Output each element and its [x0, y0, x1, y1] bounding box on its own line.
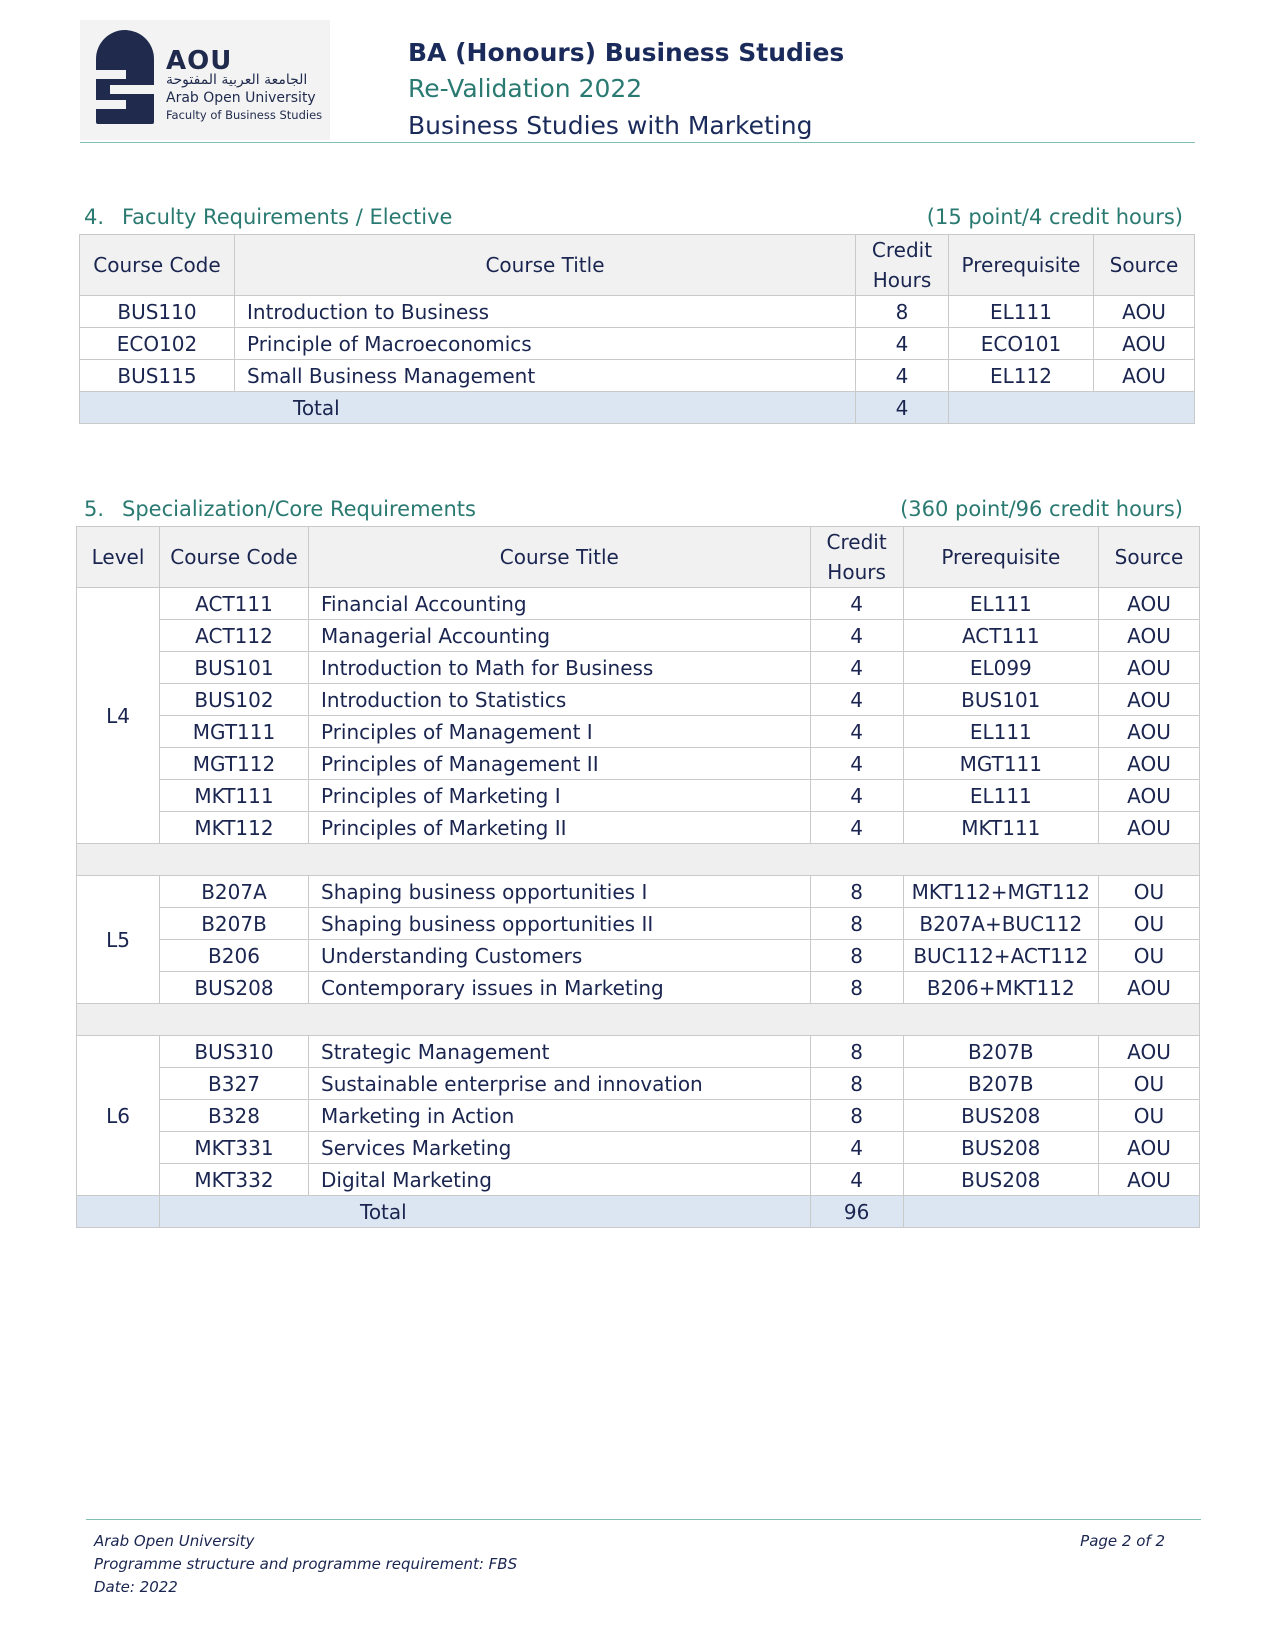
source: OU: [1099, 1068, 1200, 1100]
footer-date: Date: 2022: [94, 1578, 178, 1596]
course-title: Strategic Management: [309, 1036, 811, 1068]
course-code: MKT331: [160, 1132, 309, 1164]
credit-hours: 8: [810, 1036, 903, 1068]
table-row: [77, 780, 1200, 812]
course-code: MGT112: [160, 748, 309, 780]
col-course-code: Course Code: [80, 235, 235, 296]
credit-hours: 4: [810, 812, 903, 844]
prerequisite: BUS208: [903, 1132, 1098, 1164]
header-divider: [80, 142, 1195, 143]
col-source: Source: [1099, 527, 1200, 588]
table-row: [77, 588, 1200, 620]
source: AOU: [1099, 620, 1200, 652]
level-separator: [77, 844, 1200, 876]
document-subtitle: Re-Validation 2022: [408, 74, 643, 103]
col-course-code: Course Code: [160, 527, 309, 588]
table-row: [77, 1068, 1200, 1100]
source: AOU: [1099, 684, 1200, 716]
col-course-title: Course Title: [309, 527, 811, 588]
source: AOU: [1099, 1132, 1200, 1164]
credit-hours: 4: [856, 328, 949, 360]
credit-hours: 4: [810, 780, 903, 812]
col-course-title: Course Title: [235, 235, 856, 296]
prerequisite: EL111: [903, 780, 1098, 812]
source: AOU: [1099, 748, 1200, 780]
prerequisite: BUS208: [903, 1100, 1098, 1132]
section5-heading: [84, 497, 476, 521]
prerequisite: EL099: [903, 652, 1098, 684]
course-title: Contemporary issues in Marketing: [309, 972, 811, 1004]
prerequisite: ECO101: [949, 328, 1094, 360]
table-row: [77, 1036, 1200, 1068]
course-code: MKT112: [160, 812, 309, 844]
footer-doc: Programme structure and programme requirement: FBS: [94, 1555, 518, 1573]
total-label: Total: [80, 392, 856, 424]
source: AOU: [1094, 360, 1195, 392]
prerequisite: BUC112+ACT112: [903, 940, 1098, 972]
course-code: ECO102: [80, 328, 235, 360]
course-code: B328: [160, 1100, 309, 1132]
course-code: ACT111: [160, 588, 309, 620]
footer-divider: [86, 1519, 1201, 1520]
prerequisite: EL112: [949, 360, 1094, 392]
university-logo: [80, 20, 330, 140]
prerequisite: BUS208: [903, 1164, 1098, 1196]
course-title: Managerial Accounting: [309, 620, 811, 652]
logo-abbr: AOU: [166, 46, 233, 76]
total-row: [80, 392, 1195, 424]
prerequisite: B206+MKT112: [903, 972, 1098, 1004]
course-title: Sustainable enterprise and innovation: [309, 1068, 811, 1100]
table-row: [77, 1100, 1200, 1132]
document-pathway: Business Studies with Marketing: [408, 111, 813, 140]
credit-hours: 4: [856, 360, 949, 392]
section5-title: Specialization/Core Requirements: [122, 497, 476, 521]
course-code: BUS102: [160, 684, 309, 716]
col-source: Source: [1094, 235, 1195, 296]
prerequisite: EL111: [949, 296, 1094, 328]
credit-hours: 8: [810, 876, 903, 908]
course-title: Shaping business opportunities I: [309, 876, 811, 908]
logo-english-name: Arab Open University: [166, 90, 316, 106]
table-row: [77, 684, 1200, 716]
credit-hours: 8: [810, 908, 903, 940]
logo-arabic-name: الجامعة العربية المفتوحة: [166, 72, 308, 88]
source: AOU: [1099, 972, 1200, 1004]
col-prerequisite: Prerequisite: [949, 235, 1094, 296]
level-cell: L5: [77, 876, 160, 1004]
total-label: Total: [160, 1196, 811, 1228]
course-code: BUS101: [160, 652, 309, 684]
section4-credits: (15 point/4 credit hours): [926, 205, 1183, 229]
table-row: [77, 812, 1200, 844]
credit-hours: 4: [810, 1164, 903, 1196]
col-prerequisite: Prerequisite: [903, 527, 1098, 588]
source: AOU: [1099, 716, 1200, 748]
course-title: Principles of Marketing I: [309, 780, 811, 812]
specialization-table: [76, 526, 1200, 1228]
credit-hours: 4: [810, 620, 903, 652]
course-code: BUS208: [160, 972, 309, 1004]
course-code: B327: [160, 1068, 309, 1100]
section4-title: Faculty Requirements / Elective: [122, 205, 453, 229]
table-row: [77, 908, 1200, 940]
col-level: Level: [77, 527, 160, 588]
prerequisite: B207B: [903, 1068, 1098, 1100]
total-row: [77, 1196, 1200, 1228]
section4-heading: [84, 205, 452, 229]
prerequisite: ACT111: [903, 620, 1098, 652]
course-code: B206: [160, 940, 309, 972]
col-credit-hours: Credit Hours: [810, 527, 903, 588]
prerequisite: MKT111: [903, 812, 1098, 844]
prerequisite: EL111: [903, 588, 1098, 620]
course-title: Marketing in Action: [309, 1100, 811, 1132]
source: OU: [1099, 1100, 1200, 1132]
course-title: Small Business Management: [235, 360, 856, 392]
source: OU: [1099, 876, 1200, 908]
source: AOU: [1094, 296, 1195, 328]
total-value: 4: [856, 392, 949, 424]
source: AOU: [1099, 588, 1200, 620]
course-code: MGT111: [160, 716, 309, 748]
credit-hours: 4: [810, 652, 903, 684]
course-code: BUS310: [160, 1036, 309, 1068]
aou-logo-icon: [96, 30, 154, 124]
table-row: [80, 296, 1195, 328]
course-title: Principles of Marketing II: [309, 812, 811, 844]
course-code: B207B: [160, 908, 309, 940]
table-row: [77, 716, 1200, 748]
footer-org: Arab Open University: [94, 1532, 255, 1550]
footer-page-number: Page 2 of 2: [1080, 1532, 1165, 1550]
table-row: [77, 972, 1200, 1004]
credit-hours: 8: [810, 1100, 903, 1132]
table-row: [77, 652, 1200, 684]
section5-number: 5.: [84, 497, 105, 521]
source: AOU: [1099, 780, 1200, 812]
source: OU: [1099, 908, 1200, 940]
faculty-requirements-table: [79, 234, 1195, 424]
course-code: B207A: [160, 876, 309, 908]
credit-hours: 4: [810, 1132, 903, 1164]
prerequisite: B207A+BUC112: [903, 908, 1098, 940]
credit-hours: 8: [810, 972, 903, 1004]
section5-credits: (360 point/96 credit hours): [900, 497, 1183, 521]
table-row: [77, 620, 1200, 652]
credit-hours: 8: [856, 296, 949, 328]
course-title: Introduction to Statistics: [309, 684, 811, 716]
course-title: Services Marketing: [309, 1132, 811, 1164]
table-row: [77, 1132, 1200, 1164]
course-code: MKT332: [160, 1164, 309, 1196]
source: AOU: [1099, 1036, 1200, 1068]
source: AOU: [1099, 812, 1200, 844]
source: AOU: [1099, 652, 1200, 684]
section4-number: 4.: [84, 205, 105, 229]
table-row: [77, 748, 1200, 780]
course-title: Digital Marketing: [309, 1164, 811, 1196]
col-credit-hours: Credit Hours: [856, 235, 949, 296]
credit-hours: 4: [810, 716, 903, 748]
table-row: [77, 876, 1200, 908]
course-code: MKT111: [160, 780, 309, 812]
course-title: Principles of Management I: [309, 716, 811, 748]
prerequisite: MGT111: [903, 748, 1098, 780]
source: OU: [1099, 940, 1200, 972]
prerequisite: MKT112+MGT112: [903, 876, 1098, 908]
document-title: BA (Honours) Business Studies: [408, 38, 845, 67]
course-title: Principle of Macroeconomics: [235, 328, 856, 360]
prerequisite: EL111: [903, 716, 1098, 748]
table-row: [77, 940, 1200, 972]
prerequisite: B207B: [903, 1036, 1098, 1068]
course-code: BUS115: [80, 360, 235, 392]
source: AOU: [1094, 328, 1195, 360]
course-title: Introduction to Math for Business: [309, 652, 811, 684]
level-separator: [77, 1004, 1200, 1036]
prerequisite: BUS101: [903, 684, 1098, 716]
credit-hours: 8: [810, 940, 903, 972]
table-row: [80, 328, 1195, 360]
course-title: Financial Accounting: [309, 588, 811, 620]
course-title: Principles of Management II: [309, 748, 811, 780]
course-title: Understanding Customers: [309, 940, 811, 972]
credit-hours: 4: [810, 748, 903, 780]
table-row: [80, 360, 1195, 392]
table-row: [77, 1164, 1200, 1196]
course-code: BUS110: [80, 296, 235, 328]
level-cell: L6: [77, 1036, 160, 1196]
credit-hours: 4: [810, 684, 903, 716]
credit-hours: 8: [810, 1068, 903, 1100]
course-code: ACT112: [160, 620, 309, 652]
total-value: 96: [810, 1196, 903, 1228]
course-title: Shaping business opportunities II: [309, 908, 811, 940]
course-title: Introduction to Business: [235, 296, 856, 328]
credit-hours: 4: [810, 588, 903, 620]
logo-faculty: Faculty of Business Studies: [166, 108, 323, 122]
source: AOU: [1099, 1164, 1200, 1196]
level-cell: L4: [77, 588, 160, 844]
table-header-row: [80, 235, 1195, 296]
table-header-row: [77, 527, 1200, 588]
